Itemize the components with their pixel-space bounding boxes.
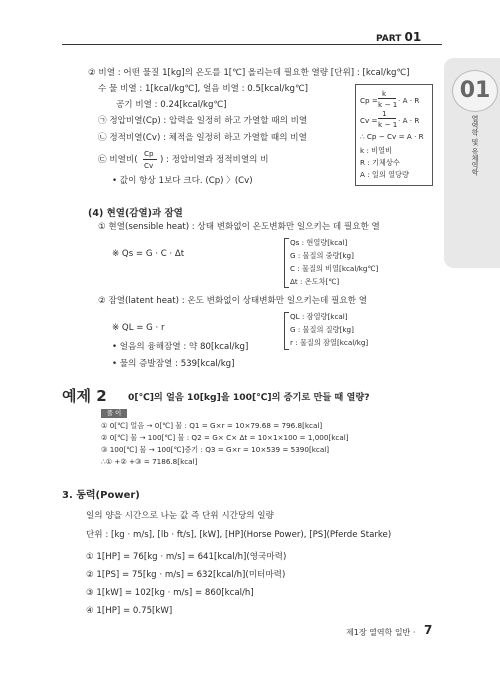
r-definition: R : 기체상수 [360, 158, 400, 167]
side-tab-text: 열역학 및 유체역학 [471, 115, 479, 176]
specific-heat-line3: 공기 비열 : 0.24[kcal/kg℃] [116, 100, 227, 110]
ratio-numerator: Cp [144, 149, 154, 158]
example-label: 예제 2 [62, 387, 107, 405]
cp-formula-rhs: · A · R [398, 96, 420, 105]
power-item-kw: ③ 1[kW] = 102[kg · m/s] = 860[kcal/h] [86, 588, 254, 598]
section4-heading: (4) 현열(감열)과 잠열 [88, 208, 183, 219]
footer-chapter: 제1장 열역학 일반 · [346, 628, 416, 637]
solution-total: ∴① +② +③ = 7186.8[kcal] [101, 457, 198, 466]
sensible-heat-formula: ※ Qs = G · C · Δt [112, 249, 185, 259]
cp-definition: ㉠ 정압비열(Cp) : 압력을 일정히 하고 가열할 때의 비열 [98, 116, 308, 126]
page-number: 7 [424, 623, 433, 637]
power-units: 단위 : [kg · m/s], [lb · ft/s], [kW], [HP](Horse Power), [PS](Pferde Starke) [86, 530, 392, 540]
sensible-def-g: G : 물질의 중량[kg] [290, 251, 354, 260]
latent-heat-formula: ※ QL = G · r [112, 323, 165, 333]
power-item-hp: ① 1[HP] = 76[kg · m/s] = 641[kcal/h](영국마력) [86, 552, 287, 562]
section3-heading: 3. 동력(Power) [62, 490, 140, 501]
cp-minus-cv-formula: ∴ Cp − Cv = A · R [360, 132, 424, 141]
sensible-def-qs: Qs : 현열량[kcal] [290, 238, 348, 247]
sensible-def-dt: Δt : 온도차[℃] [290, 277, 340, 286]
cv-fraction-bar [378, 118, 396, 119]
ratio-bullet: • 값이 항상 1보다 크다. (Cp) 〉(Cv) [112, 176, 253, 186]
latent-def-ql: QL : 잠열량[kcal] [290, 312, 348, 321]
sensible-defs-bracket [284, 238, 289, 288]
ratio-fraction-bar [143, 159, 157, 160]
latent-defs-bracket [284, 312, 289, 350]
ice-melting-latent-heat: • 얼음의 융해잠열 : 약 80[kcal/kg] [112, 342, 249, 352]
cp-formula-lhs: Cp = [360, 96, 378, 105]
cp-formula-den: k − 1 [378, 100, 398, 109]
part-label: PART 01 [376, 30, 422, 44]
cv-definition: ㉡ 정적비열(Cv) : 체적을 일정히 하고 가열할 때의 비열 [98, 133, 307, 143]
sensible-heat-definition: ① 현열(sensible heat) : 상태 변화없이 온도변화만 일으키는 데 필요한 열 [98, 222, 380, 232]
specific-heat-line2: 수 물 비열 : 1[kcal/kg℃], 얼음 비열 : 0.5[kcal/kg℃] [98, 84, 309, 94]
latent-def-r: r : 물질의 잠열[kcal/kg] [290, 338, 369, 347]
ratio-denominator: Cv [144, 161, 154, 170]
cp-fraction-bar [378, 98, 396, 99]
cp-formula-num: k [382, 89, 387, 98]
specific-heat-line1: ② 비열 : 어떤 물질 1[kg]의 온도를 1[℃] 올리는데 필요한 열량 [단위] : [kcal/kg℃] [88, 68, 410, 78]
ratio-prefix: ㉢ 비열비( [98, 155, 138, 165]
solution-label: 풀 이 [101, 409, 127, 418]
k-definition: k : 비열비 [360, 146, 392, 155]
power-item-ps: ② 1[PS] = 75[kg · m/s] = 632[kcal/h](미터마력) [86, 570, 286, 580]
cv-formula-lhs: Cv = [360, 116, 378, 125]
latent-heat-definition: ② 잠열(latent heat) : 온도 변화없이 상태변화만 일으키는데 필요한 열 [98, 296, 368, 306]
sensible-def-c: C : 물질의 비열[kcal/kg℃] [290, 264, 379, 273]
example-question: 0[℃]의 얼음 10[kg]을 100[℃]의 증기로 만들 때 열량? [128, 392, 370, 403]
solution-step1: ① 0[℃] 얼음 → 0[℃] 물 : Q1 = G×r = 10×79.68 = 796.8[kcal] [101, 421, 323, 430]
side-tab-number: 01 [452, 70, 498, 112]
water-evaporation-latent-heat: • 물의 증발잠열 : 539[kcal/kg] [112, 359, 235, 369]
power-item-hp-kw: ④ 1[HP] = 0.75[kW] [86, 606, 173, 616]
cv-formula-rhs: · A · R [398, 116, 420, 125]
header-rule [62, 44, 442, 45]
solution-step2: ② 0[℃] 물 → 100[℃] 물 : Q2 = G× C× Δt = 10×1×100 = 1,000[kcal] [101, 433, 349, 442]
cv-formula-num: 1 [382, 109, 387, 118]
solution-step3: ③ 100[℃] 물 → 100[℃]증기 : Q3 = G×r = 10×539 = 5390[kcal] [101, 445, 330, 454]
ratio-suffix: ) : 정압비열과 정적비열의 비 [160, 155, 269, 165]
a-definition: A : 일의 열당량 [360, 170, 409, 179]
latent-def-g: G : 물질의 질량[kg] [290, 325, 354, 334]
power-definition: 일의 양을 시간으로 나눈 값 즉 단위 시간당의 일량 [86, 511, 274, 521]
cv-formula-den: k − 1 [378, 120, 398, 129]
